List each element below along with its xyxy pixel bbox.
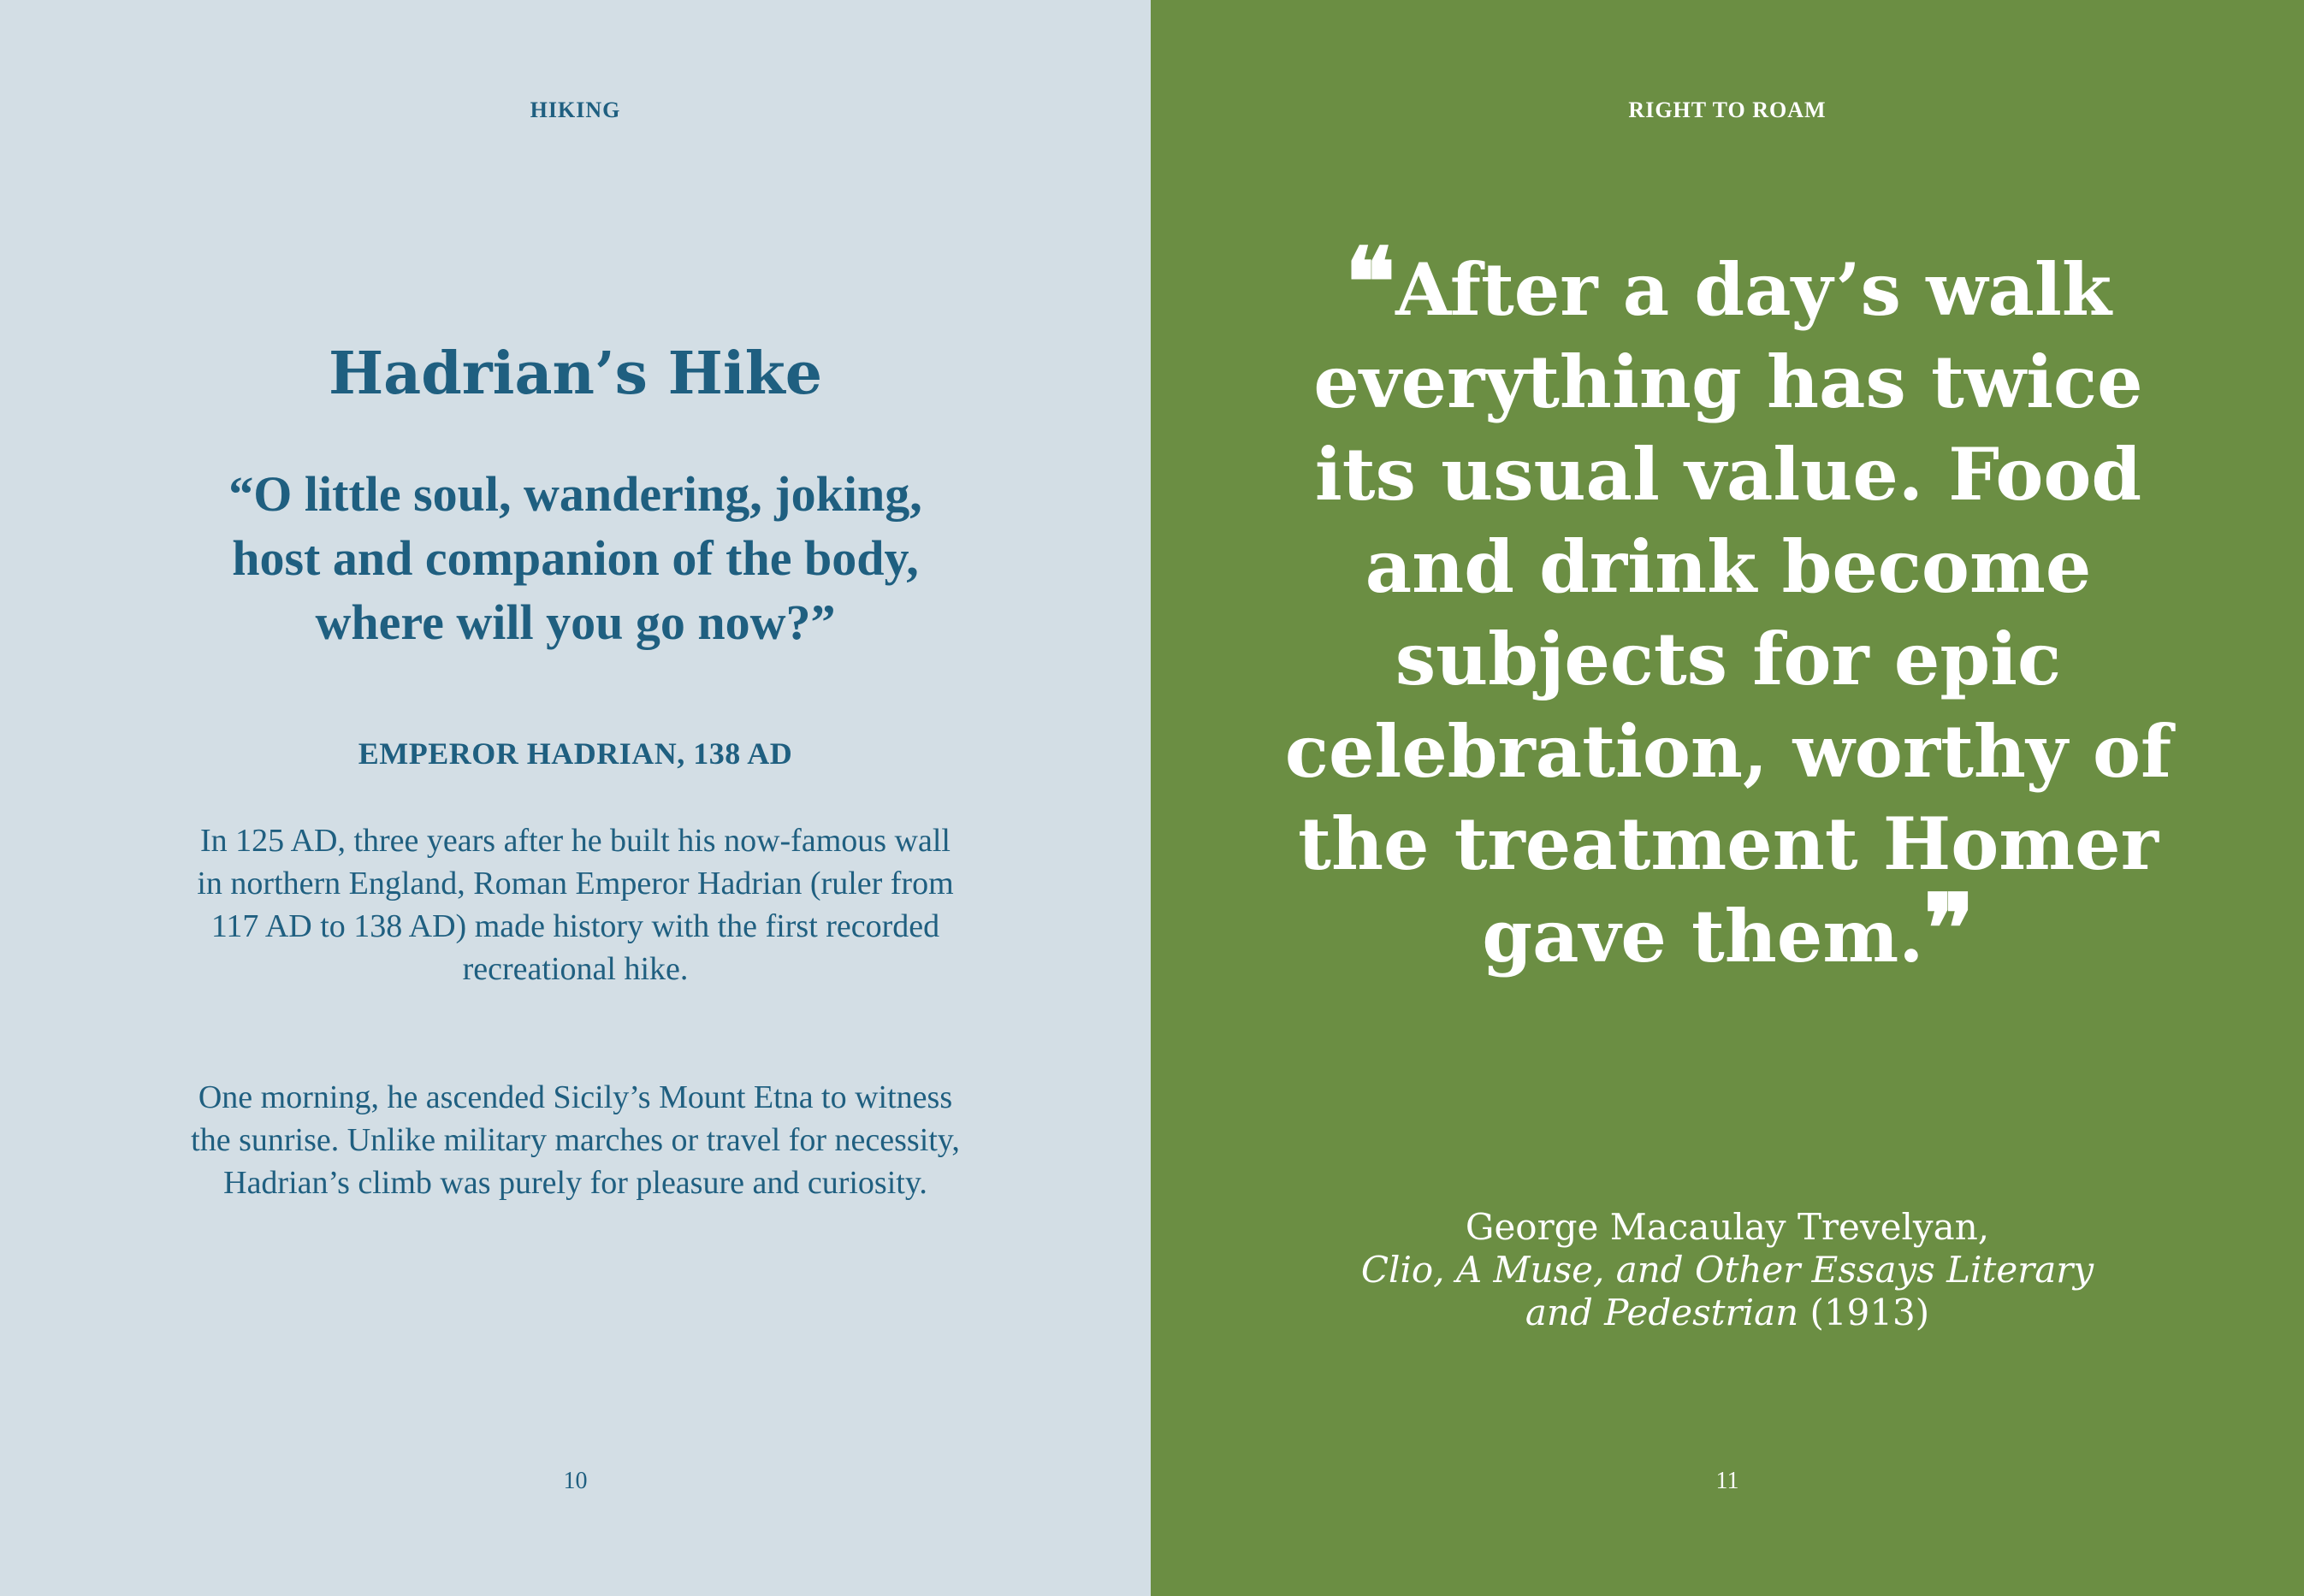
attribution-year: (1913) [1798,1292,1930,1333]
open-quote-mark-icon: ❝ [1344,227,1396,337]
body-paragraph-2: One morning, he ascended Sicily’s Mount Etna to witness the sunrise. Unlike military marches or travel for necessity, Hadrian’s climb was purely for pleasure and curiosity. [191,1079,960,1201]
left-running-head: HIKING [530,98,621,122]
epigraph-source: EMPEROR HADRIAN, 138 AD [358,736,793,771]
left-page-number: 10 [563,1468,588,1494]
left-page [0,0,1151,1596]
right-running-head: RIGHT TO ROAM [1628,98,1827,122]
attribution-author: George Macaulay Trevelyan, [1465,1206,1990,1248]
right-page-number: 11 [1715,1468,1739,1494]
pull-quote [1262,227,2194,984]
attribution-work: Clio, A Muse, and Other Essays Literary and Pedestrian [1360,1249,2094,1333]
right-page [1151,0,2304,1596]
close-quote-mark-icon: ❞ [1923,873,1975,984]
quote-attribution [1322,1206,2133,1334]
epigraph-quote: “O little soul, wandering, joking, host and companion of the body, where will you go now?” [228,466,922,650]
body-paragraph-1: In 125 AD, three years after he built his now-famous wall in northern England, Roman Emperor Hadrian (ruler from 117 AD to 138 AD) made history with the first recorded recreational hike. [197,823,954,987]
pull-quote-text: After a day’s walk everything has twice its usual value. Food and drink become subjects for epic celebration, worthy of the treatment Homer gave them. [1284,247,2172,978]
article-title: Hadrian’s Hike [328,340,823,408]
